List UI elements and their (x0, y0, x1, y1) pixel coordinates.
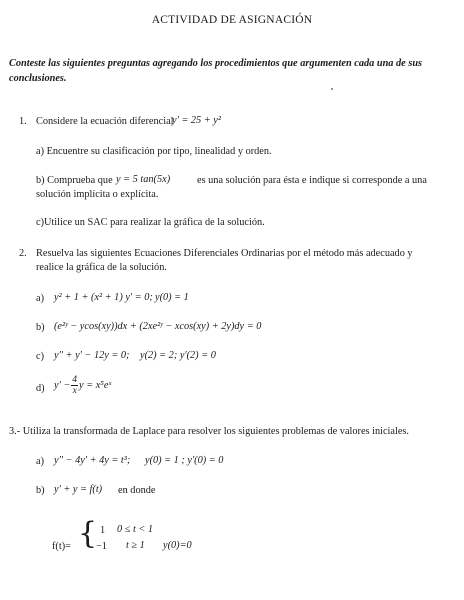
q2-b-label: b) (36, 322, 45, 333)
q2-a-condition: y(0) = 1 (155, 292, 189, 303)
q2-a-label: a) (36, 293, 44, 304)
q2-d-fraction-numerator: 4 (72, 375, 78, 385)
q2-d-label: d) (36, 383, 45, 394)
page-title: ACTIVIDAD DE ASIGNACIÓN (151, 14, 313, 26)
instructions: Conteste las siguientes preguntas agregando los procedimientos que argumenten cada una de sus conclusiones. (9, 58, 423, 84)
q1-part-b-line2: solución implícita o explícita. (36, 189, 159, 200)
q1-number: 1. (19, 116, 27, 127)
q1-text: Considere la ecuación diferencial (36, 116, 174, 127)
q3-a-label: a) (36, 456, 44, 467)
q3-a-equation: y'' − 4y' + 4y = t³; (54, 455, 131, 466)
q2-text-line1: Resuelva las siguientes Ecuaciones Diferenciales Ordinarias por el método más adecuado y (36, 248, 413, 259)
piecewise-case1-condition: 0 ≤ t < 1 (117, 524, 154, 535)
q1-equation: y' = 25 + y² (172, 115, 221, 126)
q1-part-b-text: es una solución para ésta e indique si corresponde a una (197, 175, 427, 186)
q3-a-condition: y(0) = 1 ; y'(0) = 0 (145, 455, 224, 466)
q3-f-condition: y(0)=0 (163, 540, 192, 551)
q3-b-equation: y' + y = f(t) (54, 484, 103, 495)
q1-part-c: c)Utilice un SAC para realizar la gráfica de la solución. (36, 217, 265, 228)
q2-c-label: c) (36, 351, 44, 362)
q2-b-equation: (e²ʸ − ycos(xy))dx + (2xe²ʸ − xcos(xy) + 2y)dy = 0 (54, 321, 262, 332)
q2-d-equation-right: y = x⁵eˣ (79, 380, 112, 391)
piecewise-case2-condition: t ≥ 1 (126, 540, 145, 551)
q2-c-equation: y'' + y' − 12y = 0; (54, 350, 130, 361)
q1-part-b-equation: y = 5 tan(5x) (116, 174, 171, 185)
q2-c-condition: y(2) = 2; y'(2) = 0 (140, 350, 216, 361)
piecewise-brace: { (78, 516, 98, 551)
q3-f-label: f(t)= (52, 541, 71, 552)
q2-a-equation: y² + 1 + (x² + 1) y' = 0; (54, 292, 153, 303)
q3-b-text: en donde (118, 485, 156, 496)
q3-b-label: b) (36, 485, 45, 496)
q2-d-equation (54, 375, 111, 396)
q3-text: 3.- Utiliza la transformada de Laplace para resolver los siguientes problemas de valores iniciales. (9, 426, 409, 437)
piecewise-case2-value: −1 (96, 541, 107, 552)
q2-d-fraction (71, 375, 78, 396)
q2-d-fraction-denominator: x (72, 386, 77, 396)
scan-speck (331, 88, 333, 90)
q2-number: 2. (19, 248, 27, 259)
q1-part-a: a) Encuentre su clasificación por tipo, linealidad y orden. (36, 146, 272, 157)
q2-text-line2: realice la gráfica de la solución. (36, 262, 167, 273)
q2-d-equation-left: y' − (54, 380, 71, 391)
piecewise-case1-value: 1 (100, 525, 106, 536)
q1-part-b-intro: b) Comprueba que (36, 175, 113, 186)
